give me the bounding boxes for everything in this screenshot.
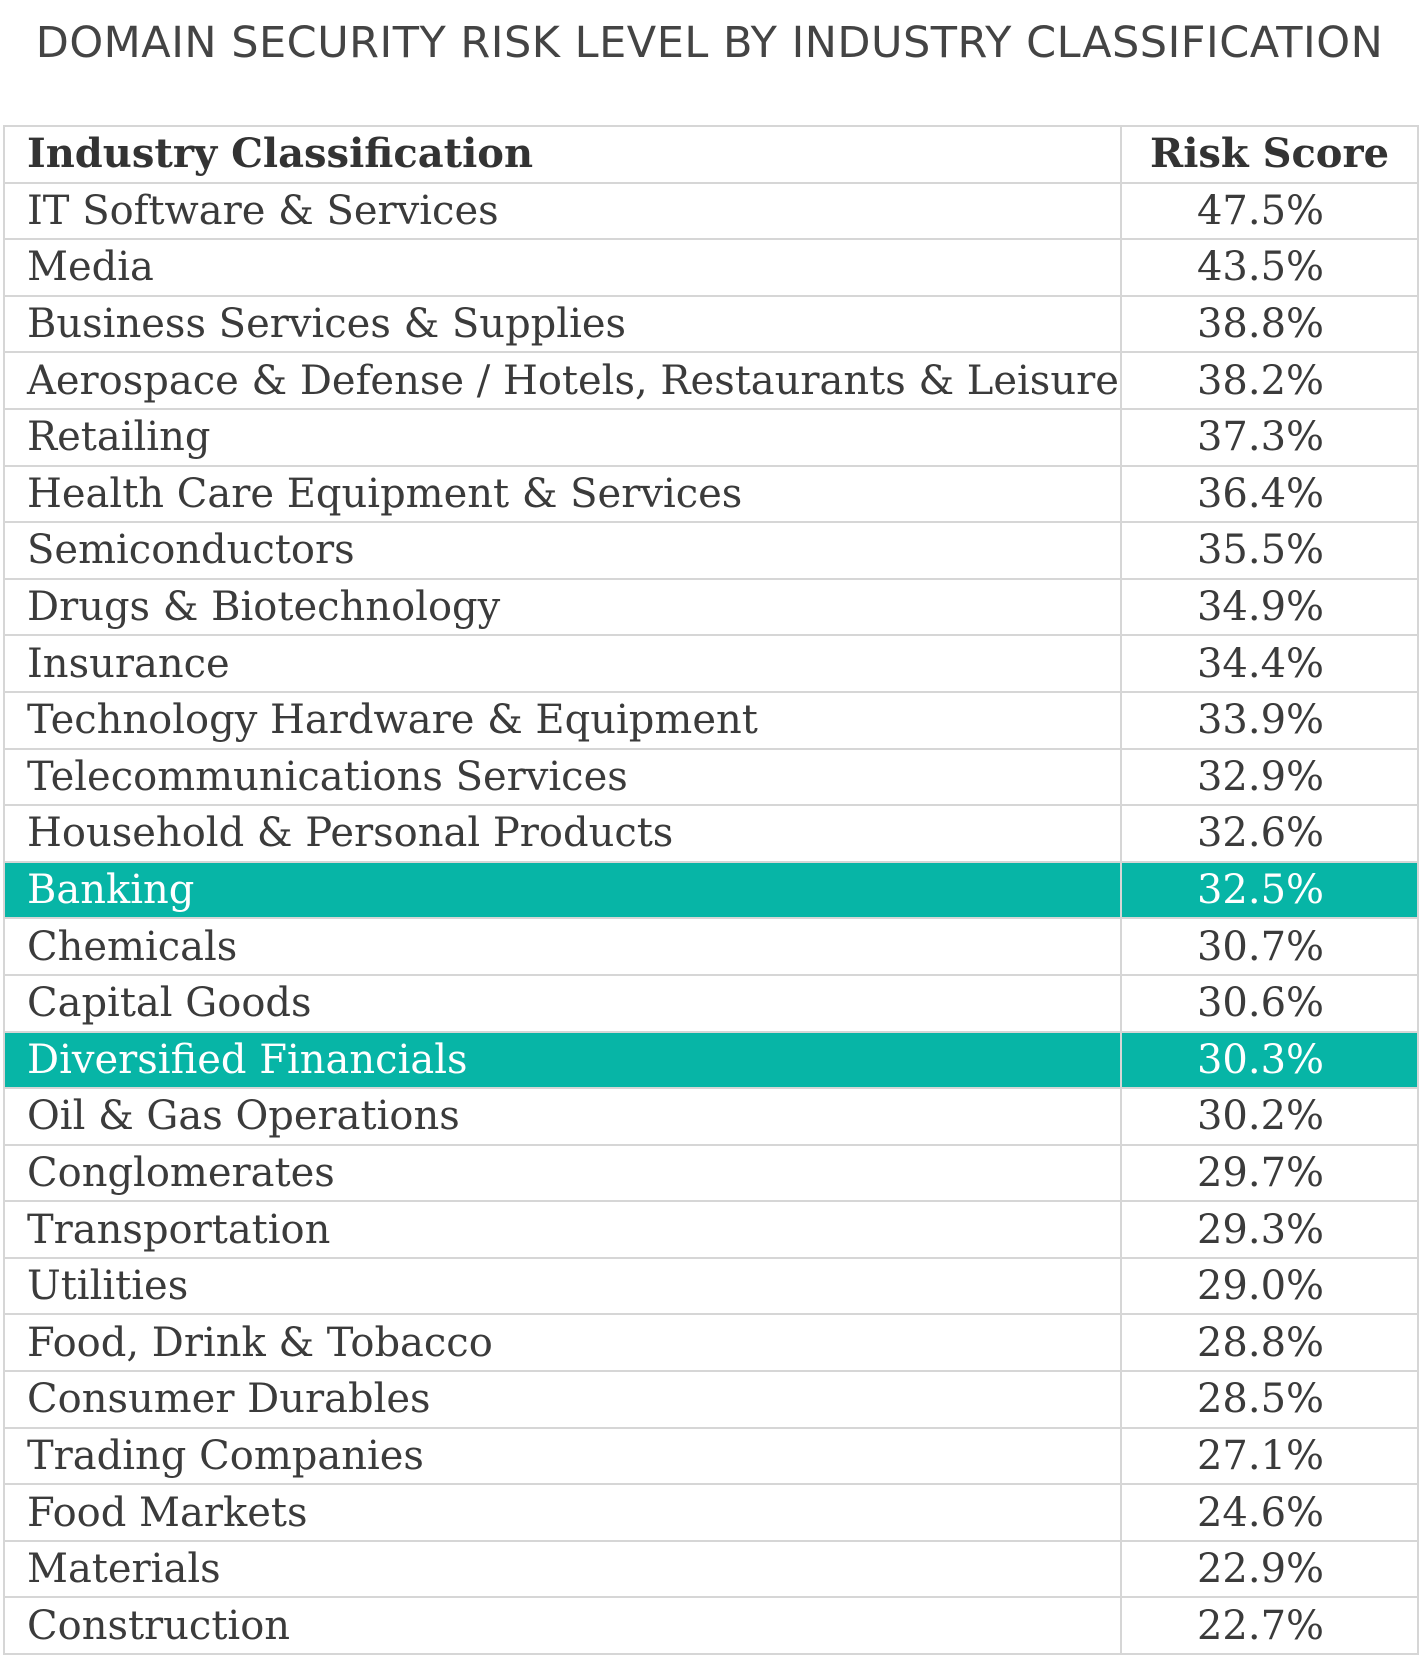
risk-score-cell: 30.2% xyxy=(1121,1088,1418,1145)
table-row xyxy=(4,692,1418,749)
industry-cell: Household & Personal Products xyxy=(4,805,1121,862)
table-row xyxy=(4,1258,1418,1315)
table-row xyxy=(4,805,1418,862)
table-row xyxy=(4,749,1418,806)
risk-score-cell: 38.2% xyxy=(1121,352,1418,409)
table-row xyxy=(4,635,1418,692)
chart-title: DOMAIN SECURITY RISK LEVEL BY INDUSTRY CLASSIFICATION xyxy=(35,18,1384,68)
industry-cell: Health Care Equipment & Services xyxy=(4,466,1121,523)
table-row xyxy=(4,1145,1418,1202)
table-row xyxy=(4,918,1418,975)
table-row xyxy=(4,975,1418,1032)
industry-cell: Utilities xyxy=(4,1258,1121,1315)
industry-cell: Banking xyxy=(4,862,1121,919)
risk-score-cell: 32.5% xyxy=(1121,862,1418,919)
industry-cell: Telecommunications Services xyxy=(4,749,1121,806)
risk-score-cell: 37.3% xyxy=(1121,409,1418,466)
risk-score-cell: 30.3% xyxy=(1121,1032,1418,1089)
risk-score-cell: 47.5% xyxy=(1121,183,1418,240)
risk-score-cell: 32.6% xyxy=(1121,805,1418,862)
industry-cell: Trading Companies xyxy=(4,1428,1121,1485)
table-row xyxy=(4,1541,1418,1598)
risk-score-cell: 27.1% xyxy=(1121,1428,1418,1485)
header-risk-score: Risk Score xyxy=(1121,126,1418,183)
industry-cell: Transportation xyxy=(4,1201,1121,1258)
table-row xyxy=(4,1371,1418,1428)
header-industry: Industry Classification xyxy=(4,126,1121,183)
table-row xyxy=(4,1597,1418,1654)
industry-cell: Oil & Gas Operations xyxy=(4,1088,1121,1145)
risk-score-cell: 28.5% xyxy=(1121,1371,1418,1428)
risk-score-cell: 33.9% xyxy=(1121,692,1418,749)
risk-score-cell: 34.9% xyxy=(1121,579,1418,636)
industry-cell: Business Services & Supplies xyxy=(4,296,1121,353)
risk-score-cell: 34.4% xyxy=(1121,635,1418,692)
table-row xyxy=(4,1314,1418,1371)
risk-score-cell: 28.8% xyxy=(1121,1314,1418,1371)
table-row xyxy=(4,296,1418,353)
table-row xyxy=(4,409,1418,466)
industry-cell: Materials xyxy=(4,1541,1121,1598)
risk-score-cell: 29.0% xyxy=(1121,1258,1418,1315)
table-row xyxy=(4,1032,1418,1089)
risk-table xyxy=(3,125,1419,1655)
industry-cell: IT Software & Services xyxy=(4,183,1121,240)
risk-score-cell: 30.6% xyxy=(1121,975,1418,1032)
industry-cell: Media xyxy=(4,239,1121,296)
industry-cell: Chemicals xyxy=(4,918,1121,975)
risk-score-cell: 38.8% xyxy=(1121,296,1418,353)
industry-cell: Construction xyxy=(4,1597,1121,1654)
risk-score-cell: 22.9% xyxy=(1121,1541,1418,1598)
industry-cell: Aerospace & Defense / Hotels, Restaurants & Leisure xyxy=(4,352,1121,409)
table-row xyxy=(4,239,1418,296)
industry-cell: Diversified Financials xyxy=(4,1032,1121,1089)
table-row xyxy=(4,1088,1418,1145)
table-row xyxy=(4,862,1418,919)
industry-cell: Food Markets xyxy=(4,1484,1121,1541)
industry-cell: Capital Goods xyxy=(4,975,1121,1032)
industry-cell: Retailing xyxy=(4,409,1121,466)
industry-cell: Drugs & Biotechnology xyxy=(4,579,1121,636)
table-row xyxy=(4,522,1418,579)
industry-cell: Semiconductors xyxy=(4,522,1121,579)
risk-score-cell: 36.4% xyxy=(1121,466,1418,523)
risk-score-cell: 24.6% xyxy=(1121,1484,1418,1541)
table-row xyxy=(4,1484,1418,1541)
risk-score-cell: 29.3% xyxy=(1121,1201,1418,1258)
table-row xyxy=(4,1201,1418,1258)
table-row xyxy=(4,466,1418,523)
industry-cell: Consumer Durables xyxy=(4,1371,1121,1428)
risk-score-cell: 32.9% xyxy=(1121,749,1418,806)
risk-score-cell: 22.7% xyxy=(1121,1597,1418,1654)
industry-cell: Food, Drink & Tobacco xyxy=(4,1314,1121,1371)
table-body xyxy=(4,183,1418,1654)
table-row xyxy=(4,352,1418,409)
industry-cell: Conglomerates xyxy=(4,1145,1121,1202)
risk-score-cell: 30.7% xyxy=(1121,918,1418,975)
table-row xyxy=(4,579,1418,636)
risk-score-cell: 43.5% xyxy=(1121,239,1418,296)
industry-cell: Technology Hardware & Equipment xyxy=(4,692,1121,749)
table-row xyxy=(4,183,1418,240)
table-row xyxy=(4,1428,1418,1485)
industry-cell: Insurance xyxy=(4,635,1121,692)
header-row xyxy=(4,126,1418,183)
risk-score-cell: 35.5% xyxy=(1121,522,1418,579)
risk-score-cell: 29.7% xyxy=(1121,1145,1418,1202)
